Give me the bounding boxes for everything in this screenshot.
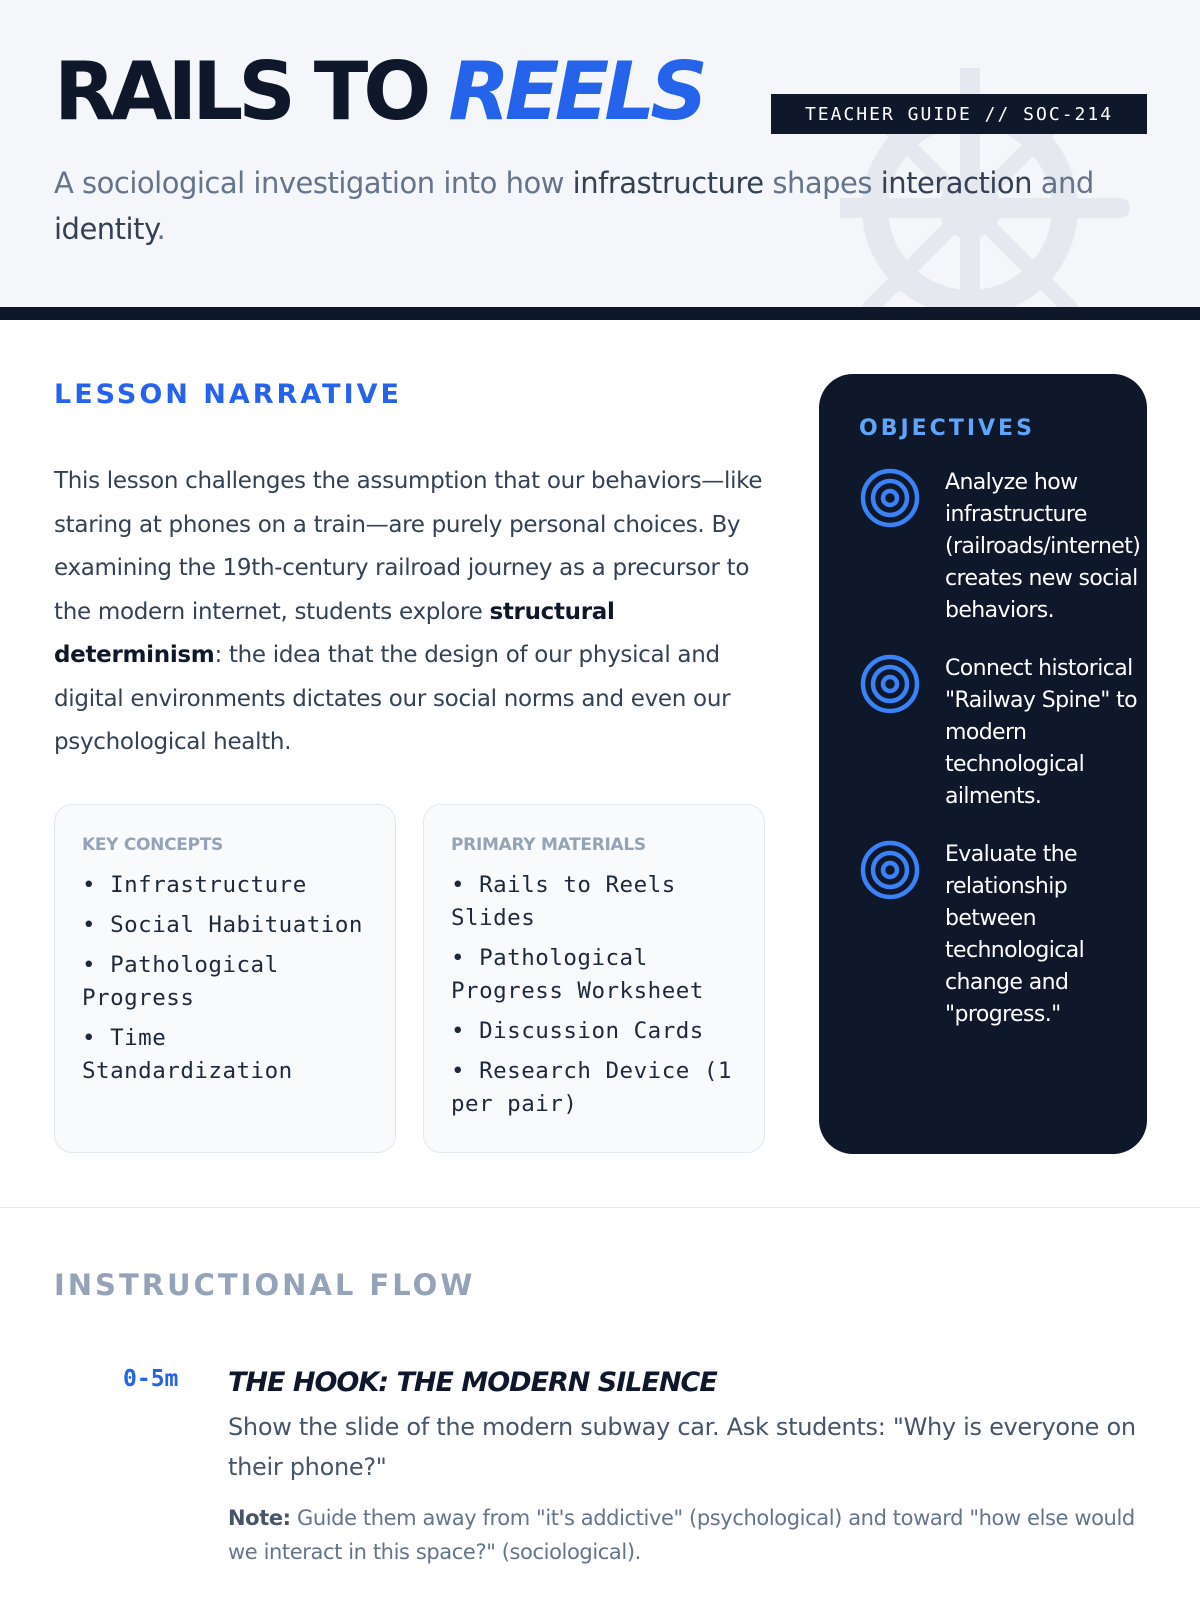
list-item: • Time Standardization [82,1025,293,1084]
subtitle-text: A sociological investigation into how [54,166,573,200]
step-note [228,1501,1148,1569]
subtitle-text: and [1032,166,1094,200]
list-item: • Rails to Reels Slides [451,872,676,931]
lesson-narrative-heading: LESSON NARRATIVE [54,379,402,410]
target-icon [859,653,921,715]
list-item: • Social Habituation [82,912,363,938]
key-concepts-list [82,869,369,1088]
objective-item [859,467,1147,627]
page-subtitle [54,160,1164,252]
list-item: • Discussion Cards [451,1018,704,1044]
primary-materials-card [423,804,765,1153]
target-icon [859,839,921,901]
subtitle-keyword: identity [54,212,157,246]
subtitle-text: shapes [763,166,881,200]
note-text: Guide them away from "it's addictive" (psychological) and toward "how else would we interact in this space?" (sociological). [228,1506,1135,1564]
lesson-narrative-text [54,460,769,765]
page-title [54,45,703,138]
instructional-flow-heading: INSTRUCTIONAL FLOW [54,1268,476,1302]
section-divider [0,1207,1200,1208]
page-header [0,0,1200,307]
note-label: Note: [228,1506,291,1530]
title-part-1: RAILS TO [54,45,427,138]
list-item: • Pathological Progress [82,952,279,1011]
objective-text: Connect historical "Railway Spine" to modern technological ailments. [945,656,1138,809]
header-divider [0,307,1200,320]
subtitle-text: . [156,212,166,246]
subtitle-keyword: infrastructure [572,166,764,200]
subtitle-keyword: interaction [880,166,1033,200]
objective-text: Analyze how infrastructure (railroads/internet) creates new social behaviors. [945,470,1141,623]
key-concepts-card [54,804,396,1153]
primary-materials-label: PRIMARY MATERIALS [451,835,646,855]
objectives-panel [819,374,1147,1154]
step-description: Show the slide of the modern subway car. Ask students: "Why is everyone on their phone?" [228,1413,1136,1481]
course-badge: TEACHER GUIDE // SOC-214 [771,94,1147,134]
step-title: THE HOOK: THE MODERN SILENCE [228,1367,717,1398]
list-item: • Infrastructure [82,872,307,898]
narrative-text: : the idea that the design of our physical and digital environments dictates our social norms and even our psychological health. [54,642,731,755]
narrative-text: This lesson challenges the assumption that our behaviors—like staring at phones on a train—are purely personal choices. By examining the 19th-century railroad journey as a precursor to the modern internet, students explore [54,468,763,625]
list-item: • Pathological Progress Worksheet [451,945,704,1004]
objectives-heading: OBJECTIVES [859,416,1035,441]
title-part-2: REELS [448,45,703,138]
step-time: 0-5m [123,1366,179,1392]
narrative-key-term: structural determinism [54,598,615,668]
objective-item [859,653,1147,813]
primary-materials-list [451,869,738,1121]
objective-text: Evaluate the relationship between technological change and "progress." [945,842,1085,1027]
target-icon [859,467,921,529]
objective-item [859,839,1147,1031]
key-concepts-label: KEY CONCEPTS [82,835,223,855]
list-item: • Research Device (1 per pair) [451,1058,732,1117]
